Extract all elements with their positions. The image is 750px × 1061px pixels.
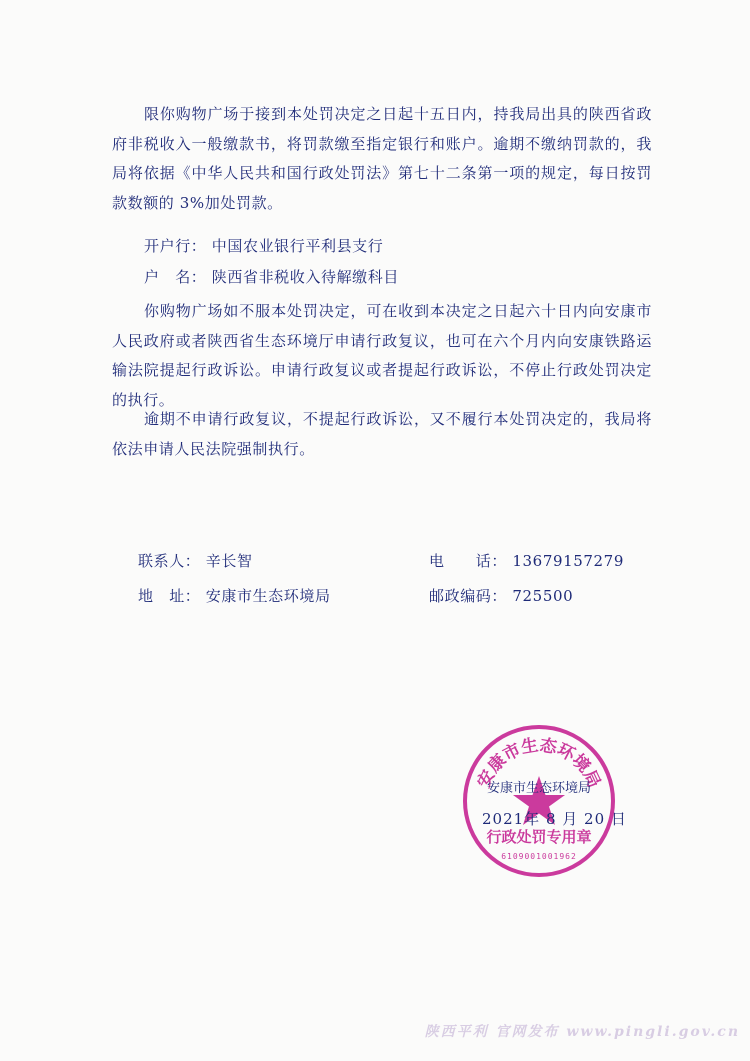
contact-phone [429,549,624,573]
seal-bottom-text: 行政处罚专用章 [486,828,592,846]
paragraph-enforcement: 逾期不申请行政复议，不提起行政诉讼，又不履行本处罚决定的，我局将依法申请人民法院强制执行。 [112,410,652,458]
paragraph-appeal-rights: 你购物广场如不服本处罚决定，可在收到本决定之日起六十日内向安康市人民政府或者陕西省生态环境厅申请行政复议，也可在六个月内向安康铁路运输法院提起行政诉讼。申请行政复议或者提起行政诉讼，不停止行政处罚决定的执行。 [112,302,652,409]
bank-line [144,234,383,258]
contact-postal-value: 725500 [512,587,574,605]
document-date: 2021年 8 月 20 日 [482,810,627,828]
bank-value: 中国农业银行平利县支行 [211,237,384,255]
account-label: 户 名： [144,268,207,286]
contact-postal-label: 邮政编码： [429,587,508,605]
contact-person-value: 辛长智 [205,552,253,570]
bank-label: 开户行： [144,237,207,255]
contact-postal [429,584,573,608]
site-watermark: 陕西平利 官网发布 www.pingli.gov.cn [424,1024,740,1040]
seal-serial: 6109001001962 [501,852,577,861]
contact-address-value: 安康市生态环境局 [205,587,331,605]
contact-person [138,549,253,573]
paragraph-payment-deadline: 限你购物广场于接到本处罚决定之日起十五日内，持我局出具的陕西省政府非税收入一般缴款书，将罚款缴至指定银行和账户。逾期不缴纳罚款的，我局将依据《中华人民共和国行政处罚法》第七十二条第一项的规定，每日按罚款数额的 3%加处罚款。 [112,105,652,212]
seal-arc-textpath: 安康市生态环境局 [473,735,605,791]
seal-center-handwritten: 安康市生态环境局 [486,781,592,796]
account-name-line [144,265,399,289]
account-value: 陕西省非税收入待解缴科目 [211,268,399,286]
contact-address-label: 地 址： [138,587,201,605]
contact-phone-value: 13679157279 [512,552,624,570]
contact-address [138,584,331,608]
contact-person-label: 联系人： [138,552,201,570]
contact-phone-label: 电 话： [429,552,508,570]
official-seal [462,724,616,878]
